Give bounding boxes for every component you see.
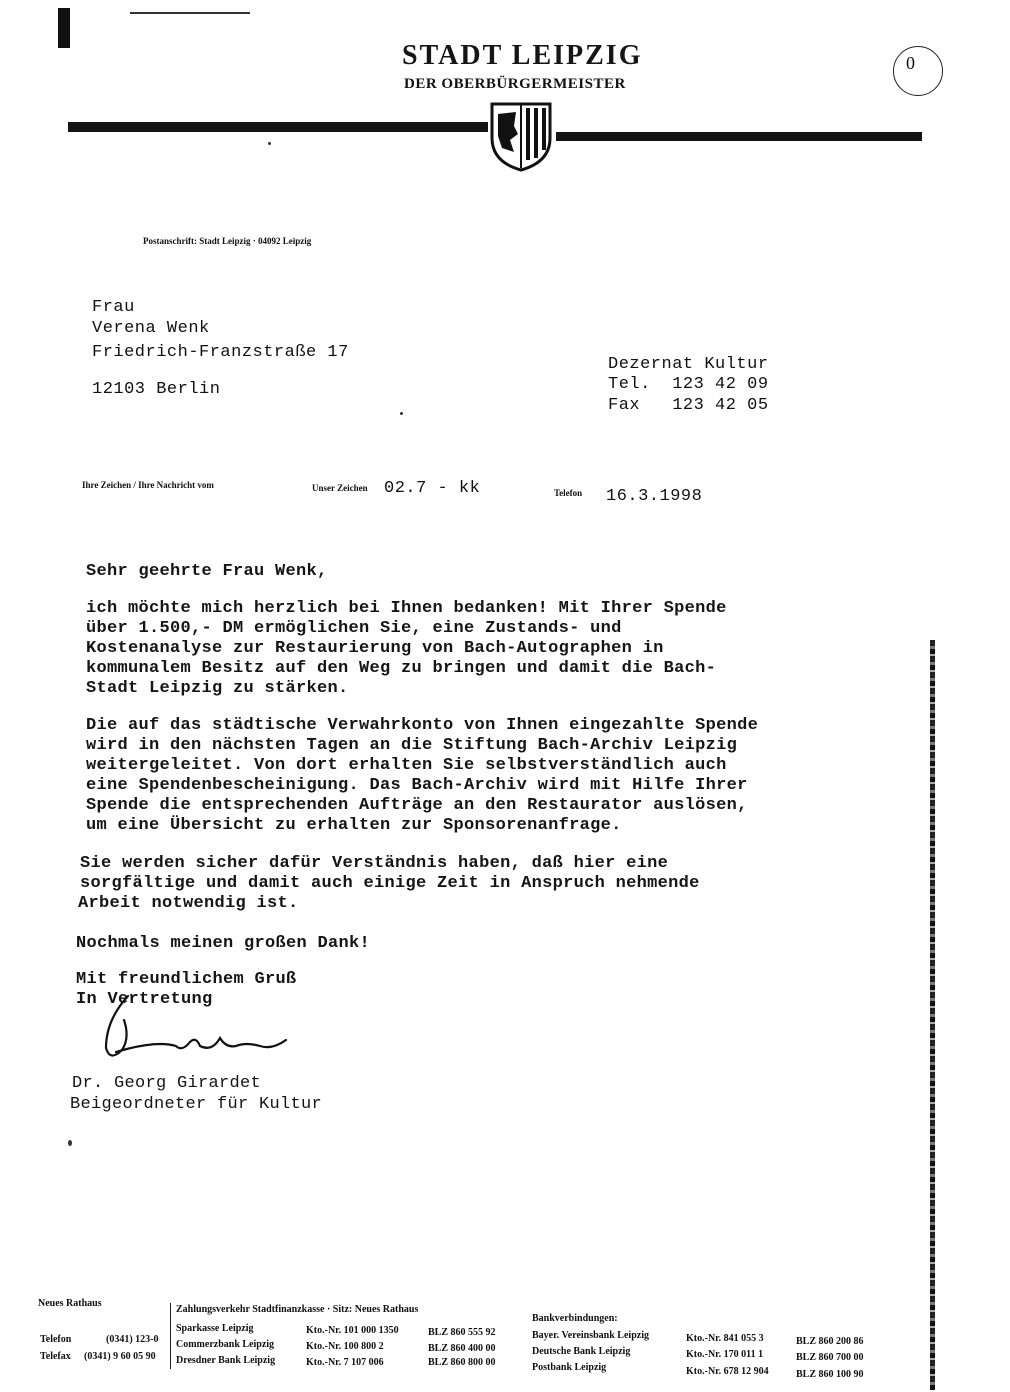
- bank-blz: BLZ 860 400 00: [428, 1343, 496, 1354]
- city-crest-icon: [488, 100, 554, 172]
- bank-account: Kto.-Nr. 101 000 1350: [306, 1325, 399, 1336]
- bank-connection-name: Postbank Leipzig: [532, 1362, 607, 1373]
- text-line: eine Spendenbescheinigung. Das Bach-Archiv wird mit Hilfe Ihrer: [86, 776, 748, 795]
- bank-connections-heading: Bankverbindungen:: [532, 1313, 618, 1324]
- bank-connection-name: Bayer. Vereinsbank Leipzig: [532, 1330, 649, 1341]
- recipient-salutation: Frau: [92, 298, 135, 317]
- recipient-street: Friedrich-Franzstraße 17: [92, 343, 349, 362]
- recipient-name: Verena Wenk: [92, 319, 210, 338]
- postal-address-line: Postanschrift: Stadt Leipzig · 04092 Leipzig: [143, 236, 312, 246]
- bank-connection-account: Kto.-Nr. 678 12 904: [686, 1366, 769, 1377]
- bank-connection-account: Kto.-Nr. 170 011 1: [686, 1349, 764, 1360]
- your-reference-label: Ihre Zeichen / Ihre Nachricht vom: [82, 480, 214, 490]
- bank-account: Kto.-Nr. 7 107 006: [306, 1357, 384, 1368]
- footer-telefon-value: (0341) 123-0: [106, 1334, 159, 1345]
- text-line: Arbeit notwendig ist.: [78, 894, 299, 913]
- department-name: Dezernat Kultur: [608, 355, 769, 374]
- bank-name: Sparkasse Leipzig: [176, 1323, 254, 1334]
- department-fax: Fax 123 42 05: [608, 396, 769, 415]
- signatory-title: Beigeordneter für Kultur: [70, 1095, 323, 1114]
- recipient-city: 12103 Berlin: [92, 380, 221, 399]
- greeting: Sehr geehrte Frau Wenk,: [86, 562, 328, 581]
- scan-line: [130, 12, 250, 14]
- bank-account: Kto.-Nr. 100 800 2: [306, 1341, 384, 1352]
- header-rule-right: [556, 132, 922, 141]
- text-line: ich möchte mich herzlich bei Ihnen bedanken! Mit Ihrer Spende: [86, 599, 727, 618]
- header-rule-left: [68, 122, 488, 132]
- signatory-name: Dr. Georg Girardet: [72, 1074, 262, 1093]
- text-line: kommunalem Besitz auf den Weg zu bringen und damit die Bach-: [86, 659, 717, 678]
- bank-connection-blz: BLZ 860 100 90: [796, 1369, 864, 1380]
- text-line: um eine Übersicht zu erhalten zur Sponsorenanfrage.: [86, 816, 622, 835]
- bank-connection-name: Deutsche Bank Leipzig: [532, 1346, 631, 1357]
- text-line: Die auf das städtische Verwahrkonto von Ihnen eingezahlte Spende: [86, 716, 759, 735]
- scan-edge: [930, 640, 935, 1390]
- text-line: sorgfältige und damit auch einige Zeit in Anspruch nehmende: [80, 874, 700, 893]
- representation-line: In Vertretung: [76, 990, 213, 1009]
- our-reference-label: Unser Zeichen: [312, 483, 368, 493]
- footer-divider: [170, 1303, 171, 1369]
- text-line: Kostenanalyse zur Restaurierung von Bach-Autographen in: [86, 639, 664, 658]
- text-line: über 1.500,- DM ermöglichen Sie, eine Zustands- und: [86, 619, 622, 638]
- scan-speck: [400, 412, 403, 415]
- department-tel: Tel. 123 42 09: [608, 375, 769, 394]
- bank-blz: BLZ 860 555 92: [428, 1327, 496, 1338]
- city-name: STADT LEIPZIG: [402, 40, 643, 71]
- bank-blz: BLZ 860 800 00: [428, 1357, 496, 1368]
- thanks-line: Nochmals meinen großen Dank!: [76, 934, 371, 953]
- bank-name: Commerzbank Leipzig: [176, 1339, 275, 1350]
- footer-telefax-label: Telefax: [40, 1351, 71, 1362]
- text-line: Spende die entsprechenden Aufträge an den Restaurator auslösen,: [86, 796, 748, 815]
- footer-telefax-value: (0341) 9 60 05 90: [84, 1351, 156, 1362]
- bank-name: Dresdner Bank Leipzig: [176, 1355, 276, 1366]
- footer-telefon-label: Telefon: [40, 1334, 72, 1345]
- text-line: Sie werden sicher dafür Verständnis haben, daß hier eine: [80, 854, 669, 873]
- scan-smudge: [58, 8, 70, 48]
- bank-connection-blz: BLZ 860 200 86: [796, 1336, 864, 1347]
- closing-line: Mit freundlichem Gruß: [76, 970, 297, 989]
- scan-speck: [68, 1140, 72, 1146]
- text-line: weitergeleitet. Von dort erhalten Sie selbstverständlich auch: [86, 756, 727, 775]
- footer-payments-heading: Zahlungsverkehr Stadtfinanzkasse · Sitz: Neues Rathaus: [176, 1304, 419, 1315]
- our-reference-value: 02.7 - kk: [384, 479, 481, 498]
- letter-date: 16.3.1998: [606, 487, 703, 506]
- scan-speck: [268, 142, 271, 145]
- text-line: Stadt Leipzig zu stärken.: [86, 679, 349, 698]
- footer-address: Neues Rathaus: [38, 1298, 102, 1309]
- bank-connection-blz: BLZ 860 700 00: [796, 1352, 864, 1363]
- office-title: DER OBERBÜRGERMEISTER: [404, 76, 626, 92]
- bank-connection-account: Kto.-Nr. 841 055 3: [686, 1333, 764, 1344]
- phone-label: Telefon: [554, 488, 583, 498]
- signature-icon: [96, 990, 296, 1070]
- text-line: wird in den nächsten Tagen an die Stiftung Bach-Archiv Leipzig: [86, 736, 738, 755]
- page-mark: 0: [893, 46, 943, 96]
